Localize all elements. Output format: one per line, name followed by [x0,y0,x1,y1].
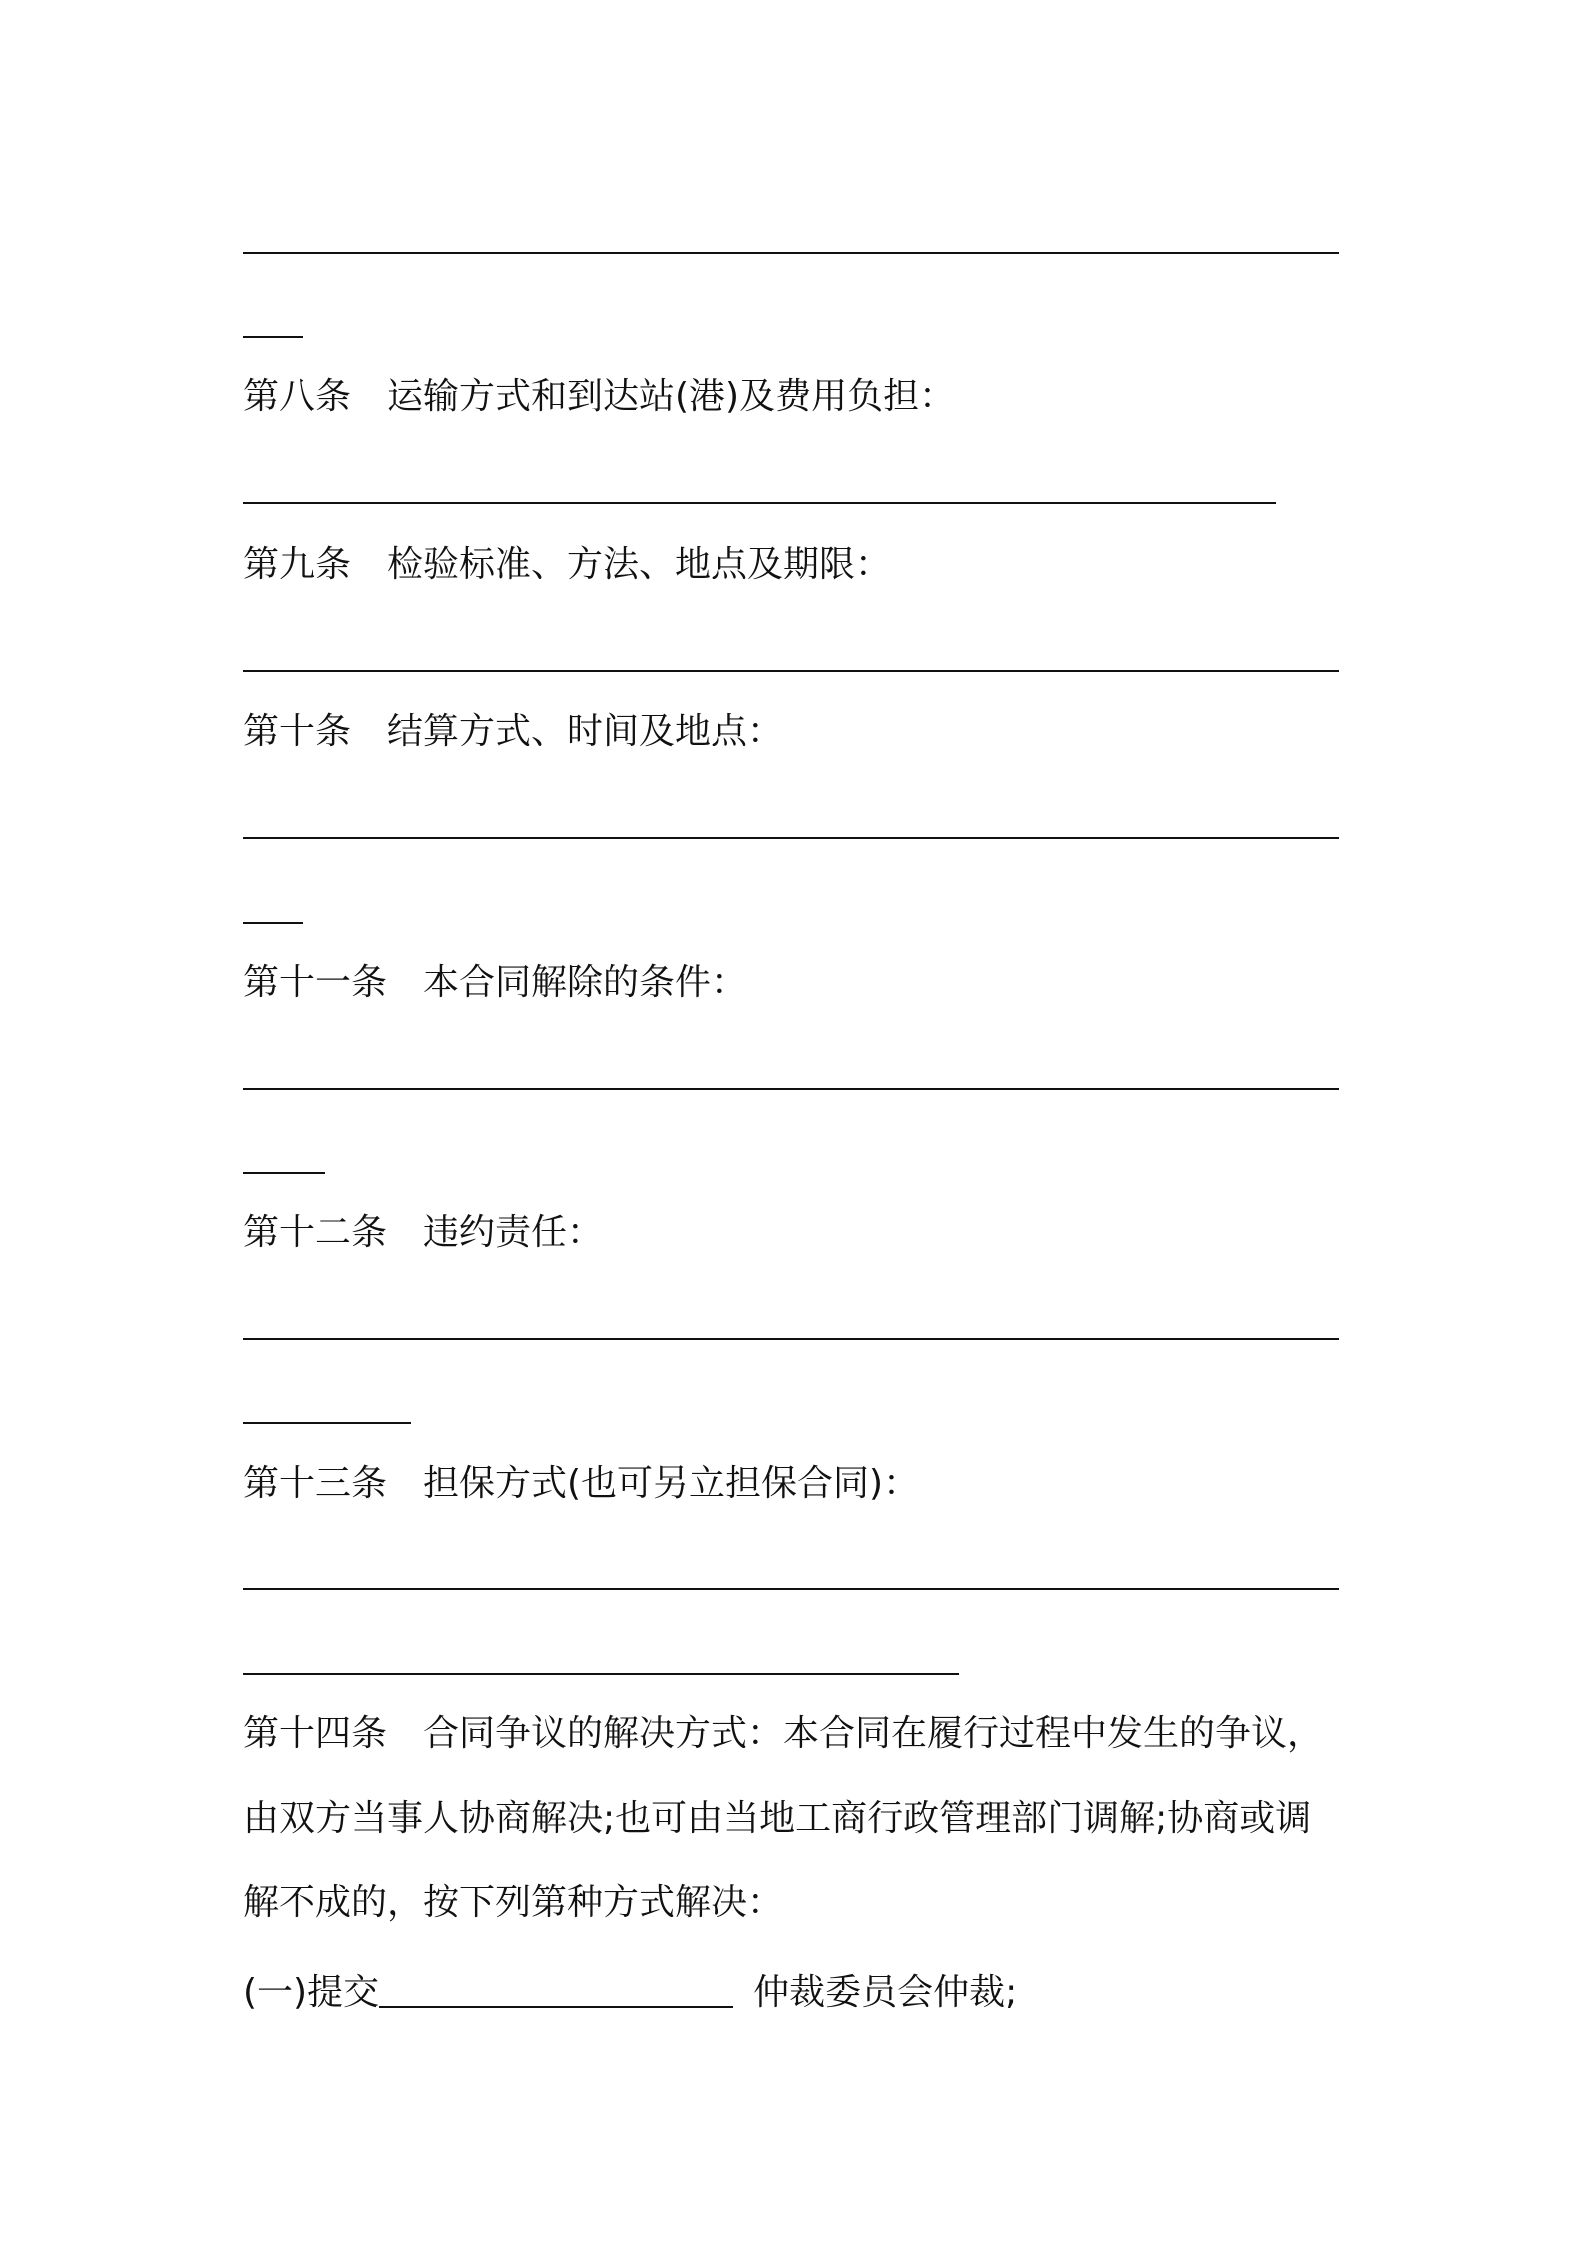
article-title: 检验标准、方法、地点及期限： [387,544,892,585]
article-number: 第十四条 [243,1713,388,1754]
option-prefix: (一)提交 [243,1972,380,2013]
article-14-line-3: 解不成的，按下列第种方式解决： [243,1882,784,1923]
article-9 [243,541,891,589]
blank-line[interactable] [379,2006,733,2008]
blank-line[interactable] [243,1172,325,1174]
blank-line[interactable] [243,1338,1339,1340]
article-number: 第九条 [243,544,352,585]
article-14 [243,1710,1323,1758]
article-14-line-2: 由双方当事人协商解决;也可由当地工商行政管理部门调解;协商或调 [243,1798,1312,1839]
article-11 [243,959,747,1007]
article-12 [243,1209,603,1257]
article-title: 合同争议的解决方式：本合同在履行过程中发生的争议， [423,1713,1324,1754]
article-number: 第十一条 [243,962,388,1003]
article-number: 第十二条 [243,1212,388,1253]
article-10 [243,708,783,756]
option-1 [243,1969,1017,2017]
article-title: 本合同解除的条件： [423,962,748,1003]
blank-line[interactable] [243,1088,1339,1090]
blank-line[interactable] [243,336,303,338]
article-title: 结算方式、时间及地点： [387,711,784,752]
article-title: 运输方式和到达站(港)及费用负担： [387,376,956,417]
article-number: 第十三条 [243,1463,388,1504]
article-number: 第十条 [243,711,352,752]
article-title: 违约责任： [423,1212,604,1253]
article-8 [243,373,955,421]
blank-line[interactable] [243,670,1339,672]
article-title: 担保方式(也可另立担保合同)： [423,1463,920,1504]
blank-line[interactable] [243,1673,959,1675]
article-13 [243,1460,919,1508]
blank-line[interactable] [243,837,1339,839]
blank-line[interactable] [243,922,303,924]
option-suffix: 仲裁委员会仲裁; [753,1972,1018,2013]
blank-line[interactable] [243,502,1276,504]
blank-line[interactable] [243,252,1339,254]
blank-line[interactable] [243,1588,1339,1590]
article-number: 第八条 [243,376,352,417]
blank-line[interactable] [243,1422,411,1424]
